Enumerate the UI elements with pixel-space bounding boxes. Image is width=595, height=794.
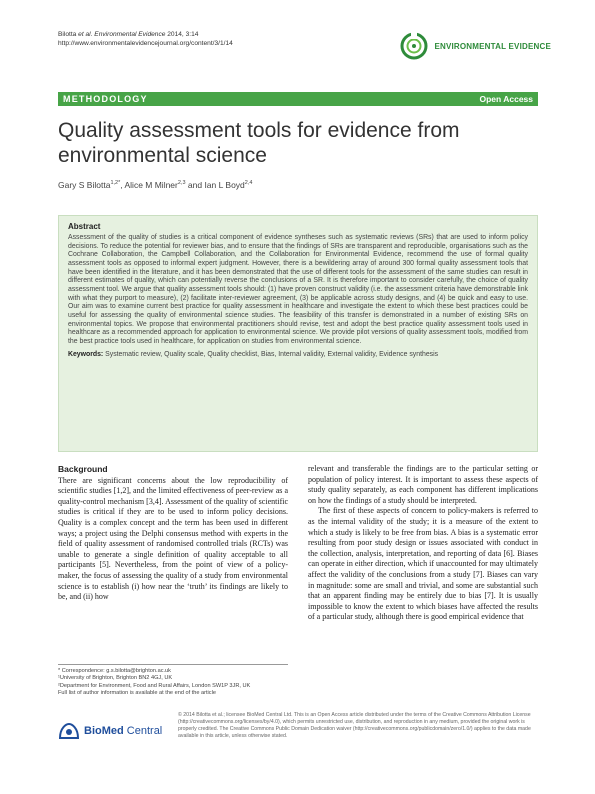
author-3-affil: 2,4 xyxy=(244,180,253,187)
author-2[interactable]: Alice M Milner xyxy=(124,180,178,190)
author-1[interactable]: Gary S Bilotta xyxy=(58,180,111,190)
publisher-logo xyxy=(58,722,162,740)
author-1-affil: 1,2* xyxy=(110,180,121,187)
citation-prefix: Bilotta xyxy=(58,31,79,38)
author-list: Gary S Bilotta$^{1,2*}$, Alice M Milner$^{2,3}$ and Ian L Boyd$^{2,4}$ xyxy=(58,180,253,190)
abstract-text: Assessment of the quality of studies is a critical component of evidence syntheses such as systematic reviews (SRs) that are used to inform policy decisions. To reduce the potential for reviewer bias, and to ensure that the findings of SRs are transparent and reproducible, organisations such as the Cochrane Collaboration, the Campbell Collaboration, and the Collaboration for Environmental Evidence, recommend the use of formal quality assessment tools as opposed to informal expert judgment. However, there is a bewildering array of around 300 formal quality assessment tools that have been identified in the literature, and it has been demonstrated that the use of different tools for the assessment of the same studies can result in different estimates of quality, which can potentially reverse the conclusions of a SR. It is therefore important to consider carefully, the choice of quality assessment tool. We argue that quality assessment tools should: (1) have proven construct validity (i.e. the assessment criteria have demonstrable link with what they purport to measure), (2) facilitate inter-reviewer agreement, (3) be applicable across study designs, and (4) be quick and easy to use. Our aim was to examine current best practice for quality assessment in healthcare and investigate the extent to which these best practices could be useful for assessing the quality of environmental science studies. The feasibility of this transfer is demonstrated in a number of existing SRs on environmental topics. We propose that environmental practitioners should revise, test and adopt the best practice quality assessment tools used in healthcare as a recommended approach for application to environmental science. We provide pilot versions of quality assessment tools, modified from the best practice tools used in healthcare, for application on studies from environmental science. xyxy=(68,234,528,345)
affiliation-2: ²Department for Environment, Food and Rural Affairs, London SW1P 3JR, UK xyxy=(58,682,251,689)
open-access-label: Open Access xyxy=(479,94,533,104)
article-type-banner xyxy=(58,92,538,106)
article-url[interactable]: http://www.environmentalevidencejournal.org/content/3/1/14 xyxy=(58,40,233,47)
license-text: © 2014 Bilotta et al.; licensee BioMed Central Ltd. This is an Open Access article distributed under the terms of the Creative Commons Attribution License (http://creativecommons.org/licenses/by/4.0), which permits unrestricted use, distribution, and reproduction in any medium, provided the original work is properly credited. The Creative Commons Public Domain Dedication waiver (http://creativecommons.org/publicdomain/zero/1.0/) applies to the data made available in this article, unless otherwise stated. xyxy=(178,712,531,739)
publisher-name-bold: BioMed xyxy=(84,725,124,737)
journal-logo xyxy=(399,30,551,62)
correspondence-email[interactable]: * Correspondence: g.s.bilotta@brighton.ac.uk xyxy=(58,668,171,674)
body-paragraph: relevant and transferable the findings are to the particular setting or population of policy interest. It is important to assess these aspects of study quality separately, as each component has different implications on how the findings of a study should be interpreted. xyxy=(308,464,538,505)
title-line-2: environmental science xyxy=(58,144,267,167)
section-heading-background: Background xyxy=(58,464,108,474)
journal-name: ENVIRONMENTAL EVIDENCE xyxy=(434,41,551,51)
affiliation-1: ¹University of Brighton, Brighton BN2 4GJ, UK xyxy=(58,675,173,682)
title-line-1: Quality assessment tools for evidence from xyxy=(58,119,460,142)
biomed-central-icon xyxy=(58,722,80,740)
keywords-list: Systematic review, Quality scale, Quality checklist, Bias, Internal validity, External validity, Evidence synthesis xyxy=(103,350,439,358)
keywords-label: Keywords: xyxy=(68,350,104,358)
body-paragraph: The first of these aspects of concern to policy-makers is referred to as the internal validity of the study; it is a measure of the extent to which a study is likely to be free from bias. A bias is a systematic error resulting from poor study design or issues associated with conduct in the collection, analysis, interpretation, and reporting of data [6]. Biases can operate in either direction, which if unaccounted for may ultimately affect the validity of the conclusions from a study [7]. Biases can vary in magnitude: some are small and trivial, and some are substantial such that an apparent finding may be entirely due to bias [7]. It is usually impossible to know the extent to which biases have affected the results of a particular study, although there is good empirical evidence that xyxy=(308,506,538,622)
citation-journal: et al. Environmental Evidence xyxy=(78,31,166,38)
author-2-affil: 2,3 xyxy=(177,180,186,187)
author-footnotes xyxy=(58,664,288,698)
publisher-name-rest: Central xyxy=(123,725,163,737)
abstract-heading: Abstract xyxy=(68,222,101,231)
journal-logo-icon xyxy=(399,31,429,61)
keywords xyxy=(68,351,528,360)
citation-suffix: 2014, 3:14 xyxy=(165,31,199,38)
body-paragraph: There are significant concerns about the low reproducibility of scientific studies [1,2], and the limited effectiveness of peer-review as a quality-control mechanism [3,4]. Assessment of the quality of scientific studies is critical if they are to be used to inform policy decisions. Quality is a complex concept and the term has been used in different ways; a project using the Delphi consensus method with experts in the field of quality assessment of randomised controlled trials (RCTs) was unable to generate a single definition of quality acceptable to all participants [5]. Nevertheless, from the point of view of a policy-maker, the focus of assessing the quality of a study from environmental science is to establish (i) how near the ‘truth’ its findings are likely to be, and (ii) how xyxy=(58,475,288,602)
article-title xyxy=(58,118,538,168)
author-info-note: Full list of author information is available at the end of the article xyxy=(58,690,216,697)
body-column-left xyxy=(58,464,288,603)
body-column-right xyxy=(308,464,538,623)
article-type: METHODOLOGY xyxy=(63,94,148,104)
citation-header xyxy=(58,30,233,48)
abstract-box xyxy=(58,215,538,452)
citation-line xyxy=(58,30,233,39)
author-3[interactable]: and Ian L Boyd xyxy=(187,180,245,190)
publisher-name xyxy=(84,725,162,737)
